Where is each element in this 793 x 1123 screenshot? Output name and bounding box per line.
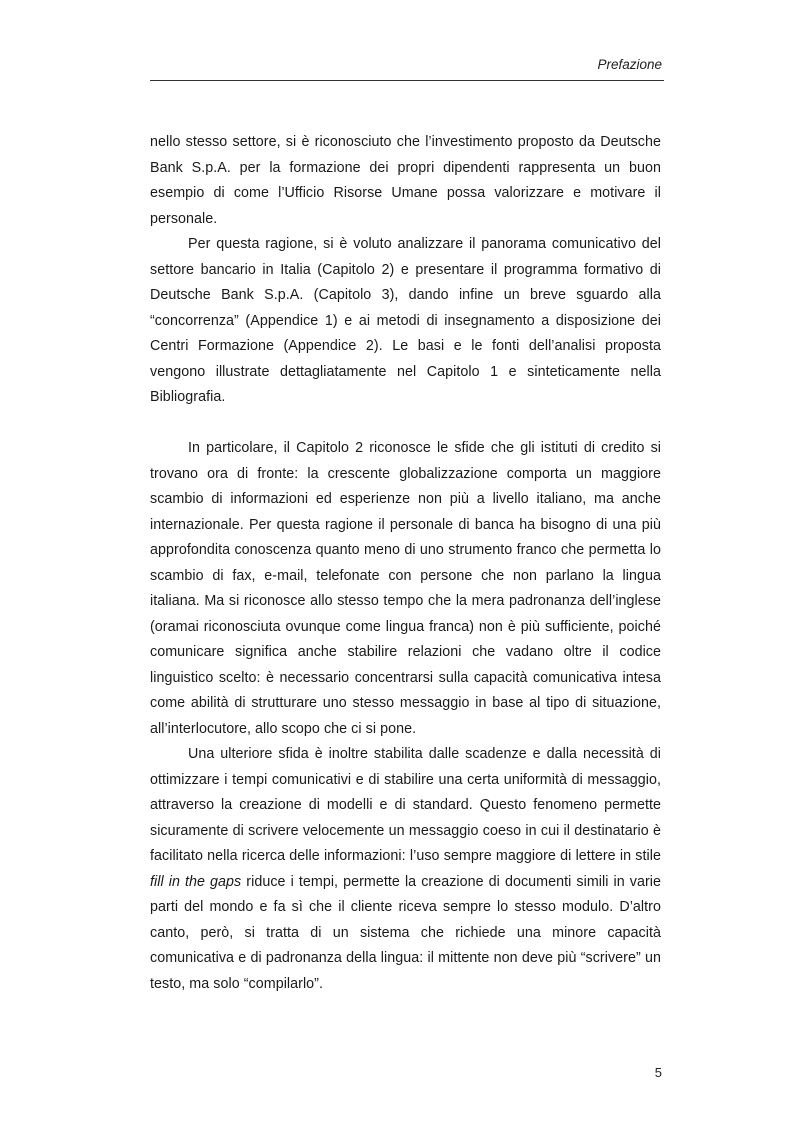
paragraph-text-part: riduce i tempi, permette la creazione di documenti simili in varie parti del mondo e fa sì che il cliente riceva sempre lo stesso modulo. D’altro canto, però, si tratta di un sistema che richiede una minore capacità comunicativa e di padronanza della lingua: il mittente non deve più “scrivere” un testo, ma solo “compilarlo”. xyxy=(150,873,661,992)
body-text xyxy=(150,130,661,997)
paragraph-standardization xyxy=(150,742,661,997)
italic-term: fill in the gaps xyxy=(150,873,242,890)
paragraph-continuation: nello stesso settore, si è riconosciuto che l’investimento proposto da Deutsche Bank S.p.A. per la formazione dei propri dipendenti rappresenta un buon esempio di come l’Ufficio Risorse Umane possa valorizzare e motivare il personale. xyxy=(150,134,661,227)
paragraph-chapter-2-challenges: In particolare, il Capitolo 2 riconosce le sfide che gli istituti di credito si trovano ora di fronte: la crescente globalizzazione comporta un maggiore scambio di informazioni ed esperienze non più a livello italiano, ma anche internazionale. Per questa ragione il personale di banca ha bisogno di una più approfondita conoscenza quanto meno di uno strumento franco che permetta lo scambio di fax, e-mail, telefonate con persone che non parlano la lingua italiana. Ma si riconosce allo stesso tempo che la mera padronanza dell’inglese (oramai riconosciuta ovunque come lingua franca) non è più sufficiente, poiché comunicare significa anche stabilire relazioni che vadano oltre il codice linguistico scelto: è necessario concentrarsi sulla capacità comunicativa intesa come abilità di strutturare uno stesso messaggio in base al tipo di situazione, all’interlocutore, allo scopo che ci si pone. xyxy=(150,440,661,737)
paragraph-research-scope: Per questa ragione, si è voluto analizzare il panorama comunicativo del settore bancario in Italia (Capitolo 2) e presentare il programma formativo di Deutsche Bank S.p.A. (Capitolo 3), dando infine un breve sguardo alla “concorrenza” (Appendice 1) e ai metodi di insegnamento a disposizione dei Centri Formazione (Appendice 2). Le basi e le fonti dell’analisi proposta vengono illustrate dettagliatamente nel Capitolo 1 e sinteticamente nella Bibliografia. xyxy=(150,236,661,405)
running-header-title: Prefazione xyxy=(597,57,662,72)
paragraph-text-part: Una ulteriore sfida è inoltre stabilita dalle scadenze e dalla necessità di ottimizzare i tempi comunicativi e di stabilire una certa uniformità di messaggio, attraverso la creazione di modelli e di standard. Questo fenomeno permette sicuramente di scrivere velocemente un messaggio coeso in cui il destinatario è facilitato nella ricerca delle informazioni: l’uso sempre maggiore di lettere in stile xyxy=(150,746,661,864)
header-rule xyxy=(150,80,664,81)
page-number: 5 xyxy=(654,1065,662,1080)
